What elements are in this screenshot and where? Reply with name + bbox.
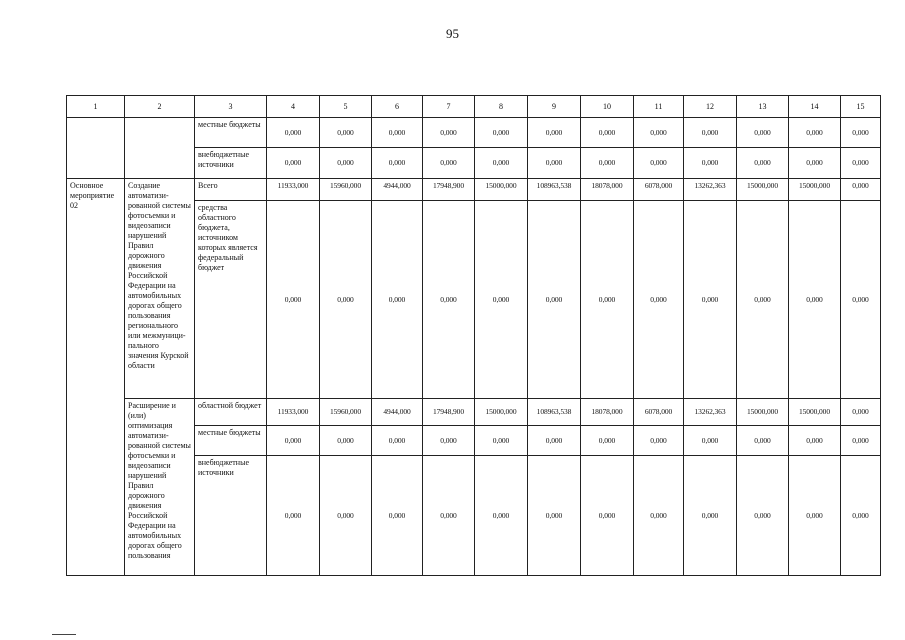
value-cell: 18078,000 [581,399,634,426]
value-cell: 0,000 [789,456,841,576]
value-cell: 15000,000 [475,399,528,426]
value-cell: 0,000 [841,399,881,426]
value-cell: 15000,000 [789,399,841,426]
value-cell: 0,000 [581,118,634,148]
event-description: Расширение и (или) оптимизация автоматизи-рованной системы фотосъемки и видеозаписи нарушений Правил дорожного движения Российской Федерации на автомобильных дорогах общего пользования [125,399,195,576]
column-header: 12 [684,96,737,118]
value-cell: 11933,000 [267,399,320,426]
value-cell: 0,000 [581,201,634,399]
value-cell: 0,000 [372,148,423,179]
value-cell: 6078,000 [634,399,684,426]
footer-rule [52,634,76,635]
value-cell: 0,000 [789,201,841,399]
value-cell: 0,000 [841,201,881,399]
value-cell: 0,000 [841,426,881,456]
value-cell: 0,000 [475,118,528,148]
value-cell: 0,000 [423,148,475,179]
value-cell: 0,000 [737,118,789,148]
value-cell: 0,000 [372,201,423,399]
value-cell: 0,000 [320,201,372,399]
value-cell: 0,000 [528,148,581,179]
value-cell: 15960,000 [320,179,372,201]
value-cell: 4944,000 [372,399,423,426]
event-description: Создание автоматизи-рованной системы фотосъемки и видеозаписи нарушений Правил дорожного движения Российской Федерации на автомобильных дорогах общего пользования регионального или межмуници-пального значения Курской области [125,179,195,399]
value-cell: 17948,900 [423,399,475,426]
value-cell: 0,000 [841,148,881,179]
value-cell: 0,000 [737,456,789,576]
value-cell: 13262,363 [684,399,737,426]
value-cell: 0,000 [267,456,320,576]
table-row [67,179,881,201]
source-label: внебюджетные источники [195,148,267,179]
value-cell: 0,000 [684,426,737,456]
source-label: местные бюджеты [195,426,267,456]
value-cell: 0,000 [634,118,684,148]
value-cell: 0,000 [267,148,320,179]
budget-table [66,95,881,576]
value-cell: 0,000 [841,118,881,148]
column-header: 4 [267,96,320,118]
column-header: 3 [195,96,267,118]
value-cell: 0,000 [372,118,423,148]
value-cell: 4944,000 [372,179,423,201]
column-header: 10 [581,96,634,118]
value-cell: 6078,000 [634,179,684,201]
value-cell: 11933,000 [267,179,320,201]
column-header: 2 [125,96,195,118]
column-header: 13 [737,96,789,118]
value-cell: 0,000 [423,456,475,576]
value-cell: 0,000 [581,456,634,576]
value-cell: 13262,363 [684,179,737,201]
value-cell: 0,000 [475,201,528,399]
value-cell: 0,000 [475,148,528,179]
value-cell: 108963,538 [528,399,581,426]
value-cell: 0,000 [684,201,737,399]
value-cell: 0,000 [320,456,372,576]
table-row [67,118,881,148]
value-cell: 0,000 [320,148,372,179]
value-cell: 0,000 [737,426,789,456]
value-cell: 0,000 [684,456,737,576]
page-number: 95 [446,26,459,41]
value-cell: 0,000 [581,148,634,179]
value-cell: 15000,000 [737,179,789,201]
value-cell: 0,000 [789,148,841,179]
source-label: средства областного бюджета, источником которых является федеральный бюджет [195,201,267,399]
value-cell: 0,000 [789,426,841,456]
value-cell: 0,000 [737,148,789,179]
value-cell: 0,000 [581,426,634,456]
value-cell: 0,000 [267,118,320,148]
value-cell: 0,000 [320,426,372,456]
column-header: 7 [423,96,475,118]
column-header: 11 [634,96,684,118]
value-cell: 0,000 [634,148,684,179]
value-cell: 0,000 [634,201,684,399]
table-row [67,399,881,426]
column-header: 8 [475,96,528,118]
column-header: 14 [789,96,841,118]
source-label: областной бюджет [195,399,267,426]
value-cell: 15000,000 [475,179,528,201]
value-cell: 0,000 [475,426,528,456]
value-cell: 0,000 [841,179,881,201]
value-cell: 0,000 [475,456,528,576]
column-header: 5 [320,96,372,118]
value-cell: 0,000 [267,426,320,456]
column-header: 9 [528,96,581,118]
value-cell: 0,000 [372,426,423,456]
header-row [67,96,881,118]
value-cell: 0,000 [737,201,789,399]
value-cell: 0,000 [372,456,423,576]
value-cell: 15000,000 [789,179,841,201]
value-cell: 0,000 [634,456,684,576]
value-cell: 0,000 [634,426,684,456]
value-cell: 18078,000 [581,179,634,201]
value-cell: 0,000 [423,426,475,456]
value-cell: 0,000 [528,201,581,399]
column-header: 1 [67,96,125,118]
value-cell: 0,000 [684,118,737,148]
value-cell: 108963,538 [528,179,581,201]
source-label: Всего [195,179,267,201]
value-cell: 0,000 [841,456,881,576]
value-cell: 0,000 [789,118,841,148]
value-cell: 0,000 [423,118,475,148]
value-cell: 0,000 [684,148,737,179]
source-label: местные бюджеты [195,118,267,148]
value-cell: 0,000 [528,118,581,148]
source-label: внебюджетные источники [195,456,267,576]
value-cell: 0,000 [320,118,372,148]
main-event-cell: Основное мероприятие 02 [67,179,125,576]
empty-cell [67,118,125,179]
column-header: 15 [841,96,881,118]
column-header: 6 [372,96,423,118]
value-cell: 0,000 [423,201,475,399]
value-cell: 0,000 [528,456,581,576]
value-cell: 15960,000 [320,399,372,426]
value-cell: 0,000 [528,426,581,456]
value-cell: 17948,900 [423,179,475,201]
value-cell: 0,000 [267,201,320,399]
value-cell: 15000,000 [737,399,789,426]
empty-cell [125,118,195,179]
